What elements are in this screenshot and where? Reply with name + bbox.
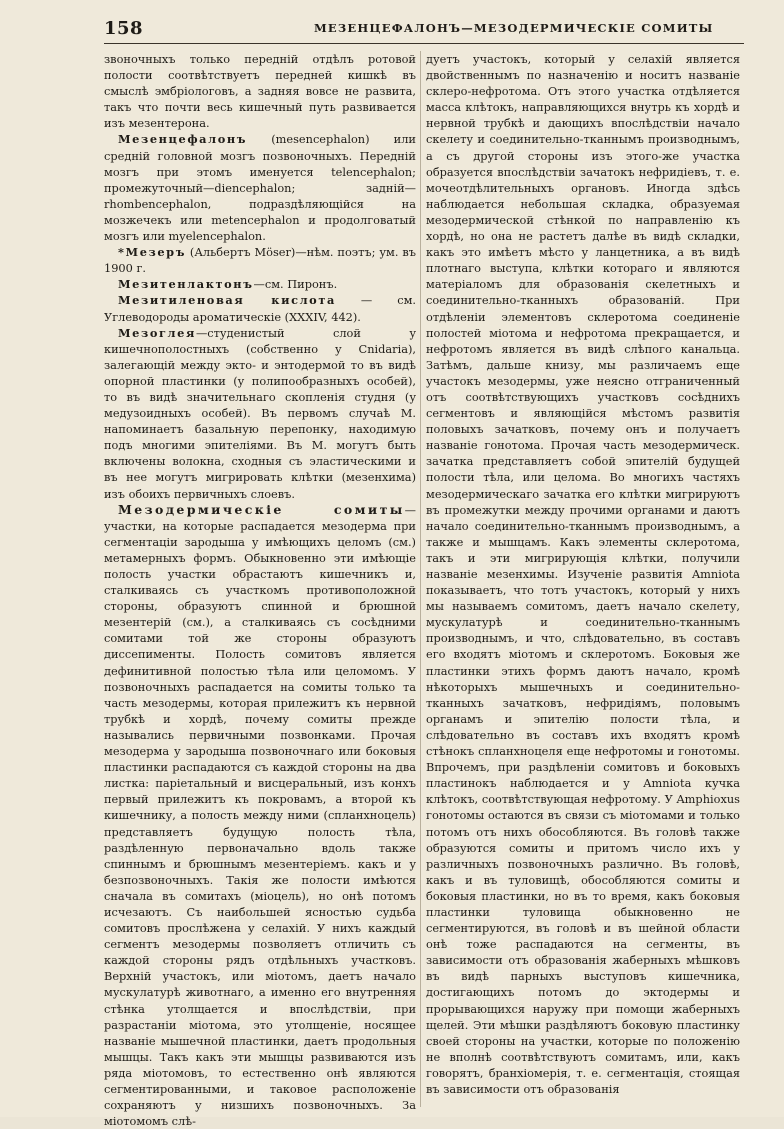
continued-text: [426, 51, 740, 1097]
entry-body: (mesencephalon) или средній головной мозгъ позвоночныхъ. Передній мозгъ при этомъ именуется telencephalon; промежуточный—diencephalon; задній—rhombencephalon, подраздѣляющійся на мозжечекъ или metencephalon и продолговатый мозгъ или myelencephalon.: [104, 132, 416, 244]
entry-headword: *Мезеръ: [118, 245, 186, 260]
entry-body: —студенистый слой у кишечнополостныхъ (собственно у Cnidaria), залегающій между экто- и энтодермой то въ видѣ опорной пластинки (у полипообразныхъ особей), то въ видѣ значительнаго скопленія студня (у медузоидныхъ особей). Въ первомъ случаѣ М. напоминаетъ базальную перепонку, находимую подъ многими эпителіями. Въ М. могутъ быть включены волокна, сходныя съ эластическими и въ нее могутъ мигрировать клѣтки (мезенхима) изъ обоихъ первичныхъ слоевъ.: [104, 325, 416, 501]
column-divider: [420, 51, 421, 1107]
entry-body: —см. Пиронъ.: [253, 277, 338, 292]
page-number: 158: [104, 18, 144, 39]
entry-body: дуетъ участокъ, который у селахій является двойственнымъ по назначенію и носитъ названіе склеро-нефротома. Отъ этого участка отдѣляется масса клѣтокъ, направляющихся внутрь къ хордѣ и нервной трубкѣ и дающихъ впослѣдствіи начало скелету и соединительно-тканнымъ производнымъ, а съ другой стороны изъ этого-же участка образуется впослѣдствіи зачатокъ нефридіевъ, т. е. мочеотдѣлительныхъ органовъ. Иногда здѣсь наблюдается небольшая складка, образуемая мезодермической стѣнкой по направленію къ хордѣ, но она не растетъ далѣе въ видѣ складки, какъ это имѣетъ мѣсто у ланцетника, а въ видѣ плотнаго выступа, клѣтки котораго и являются матеріаломъ для образованія скелетныхъ и соединительно-тканныхъ образованій. При отдѣленіи элементовъ склеротома соединеніе полостей міотома и нефротома прекращается, и нефротомъ является въ видѣ слѣпого канальца. Затѣмъ, дальше книзу, мы различаемъ еще участокъ мезодермы, уже неясно отграниченный отъ соотвѣтствующихъ участковъ сосѣднихъ сегментовъ и являющійся мѣстомъ развитія половыхъ зачатковъ, почему онъ и получаетъ названіе гонотома. Прочая часть мезодермическ. зачатка представляетъ собой эпителій будущей полости тѣла, или целома. Во многихъ частяхъ мезодермическаго зачатка его клѣтки мигрируютъ въ промежутки между прочими органами и даютъ начало соединительно-тканнымъ производнымъ, а также и мышцамъ. Какъ элементы склеротома, такъ и эти мигрирующія клѣтки, получили названіе мезенхимы. Изученіе развитія Amniota показываетъ, что тотъ участокъ, который у нихъ мы называемъ сомитомъ, даетъ начало скелету, мускулатурѣ и соединительно-тканнымъ производнымъ, и что, слѣдовательно, въ составъ его входятъ міотомъ и склеротомъ. Боковыя же пластинки этихъ формъ даютъ начало, кромѣ нѣкоторыхъ мышечныхъ и соединительно-тканныхъ зачатковъ, нефридіямъ, половымъ органамъ и эпителію полости тѣла, и слѣдовательно въ составъ ихъ входятъ кромѣ стѣнокъ спланхноцеля еще нефротомы и гонотомы. Впрочемъ, при раздѣленіи сомитовъ и боковыхъ пластинокъ наблюдается и у Amniota кучка клѣтокъ, соотвѣтствующая нефротому. У Amphioxus гонотомы остаются въ связи съ міотомами и только потомъ отъ нихъ обособляются. Въ головѣ также образуются сомиты и притомъ число ихъ у различныхъ позвоночныхъ различно. Въ головѣ, какъ и въ туловищѣ, обособляются сомиты и боковыя пластинки, но въ то время, какъ боковыя пластинки туловища обыкновенно не сегментируются, въ головѣ и въ шейной области онѣ тоже распадаются на сегменты, въ зависимости отъ образованія жаберныхъ мѣшковъ въ видѣ парныхъ выступовъ кишечника, достигающихъ потомъ до эктодермы и прорывающихся наружу при помощи жаберныхъ щелей. Эти мѣшки раздѣляютъ боковую пластинку своей стороны на участки, которые по положенію не вполнѣ соотвѣтствуютъ сомитамъ, или, какъ говорятъ, бранхіомерія, т. е. сегментація, стоящая въ зависимости отъ образованія: [426, 52, 740, 1096]
dictionary-entry: [104, 502, 416, 1129]
entry-body: звоночныхъ только передній отдѣлъ ротовой полости соотвѣтствуетъ передней кишкѣ въ смыслѣ эмбріологовъ, а задняя вовсе не развита, такъ что почти весь кишечный путь развивается изъ мезентерона.: [104, 52, 416, 131]
dictionary-entry: [104, 292, 416, 324]
page-header: [104, 18, 744, 46]
dictionary-entry: [104, 276, 416, 292]
dictionary-entry: [104, 325, 416, 502]
right-column: [426, 51, 740, 1109]
entry-body: (Альбертъ Möser)—нѣм. поэтъ; ум. въ 1900 г.: [104, 245, 416, 276]
entry-headword: Мезитиленовая кислота: [118, 293, 336, 308]
left-column: [104, 51, 416, 1129]
dictionary-entry: [104, 131, 416, 244]
entry-body: —участки, на которые распадается мезодерма при сегментаціи зародыша у имѣющихъ целомъ (см.) метамерныхъ формъ. Обыкновенно эти имѣющіе полость участки обрастаютъ кишечникъ и, сталкиваясь съ участкомъ противоположной стороны, образуютъ спинной и брюшной мезентерій (см.), а сталкиваясь съ сосѣдними сомитами той же стороны образуютъ диссепименты. Полость сомитовъ является дефинитивной полостью тѣла или целомомъ. У позвоночныхъ распадается на сомиты только та часть мезодермы, которая прилежитъ къ нервной трубкѣ и хордѣ, почему сомиты прежде назывались первичными позвонками. Прочая мезодерма у зародыша позвоночнаго или боковыя пластинки распадаются съ каждой стороны на два листка: паріетальный и висцеральный, изъ конхъ первый прилежитъ къ покровамъ, а второй къ кишечнику, а полость между ними (спланхноцель) представляетъ будущую полость тѣла, раздѣленную первоначально вдоль также спиннымъ и брюшнымъ мезентеріемъ. какъ и у безпозвоночныхъ. Такія же полости имѣются сначала въ сомитахъ (міоцель), но онѣ потомъ исчезаютъ. Съ наибольшей ясностью судьба сомитовъ прослѣжена у селахій. У нихъ каждый сегментъ мезодермы позволяетъ отличить съ каждой стороны рядъ отдѣльныхъ участковъ. Верхній участокъ, или міотомъ, даетъ начало мускулатурѣ животнаго, а именно его внутренняя стѣнка утолщается и впослѣдствіи, при разрастаніи міотома, это утолщеніе, носящее названіе мышечной пластинки, даетъ продольныя мышцы. Такъ какъ эти мышцы развиваются изъ ряда міотомовъ, то естественно онѣ являются сегментированными, и таковое расположеніе сохраняютъ у низшихъ позвоночныхъ. За міотомомъ слѣ-: [104, 502, 416, 1129]
dictionary-entry: [104, 244, 416, 276]
entry-headword: Мезодермическіе сомиты: [118, 501, 405, 517]
running-head: МЕЗЕНЦЕФАЛОНЪ—МЕЗОДЕРМИЧЕСКІЕ СОМИТЫ: [314, 21, 714, 35]
continued-text: [104, 51, 416, 131]
entry-headword: Мезитенлактонъ: [118, 277, 254, 292]
header-divider: [104, 43, 744, 44]
entry-body: — см. Углеводороды ароматическіе (XXXIV, 442).: [104, 293, 416, 324]
entry-headword: Мезенцефалонъ: [118, 132, 248, 147]
entry-headword: Мезоглея: [118, 325, 196, 340]
